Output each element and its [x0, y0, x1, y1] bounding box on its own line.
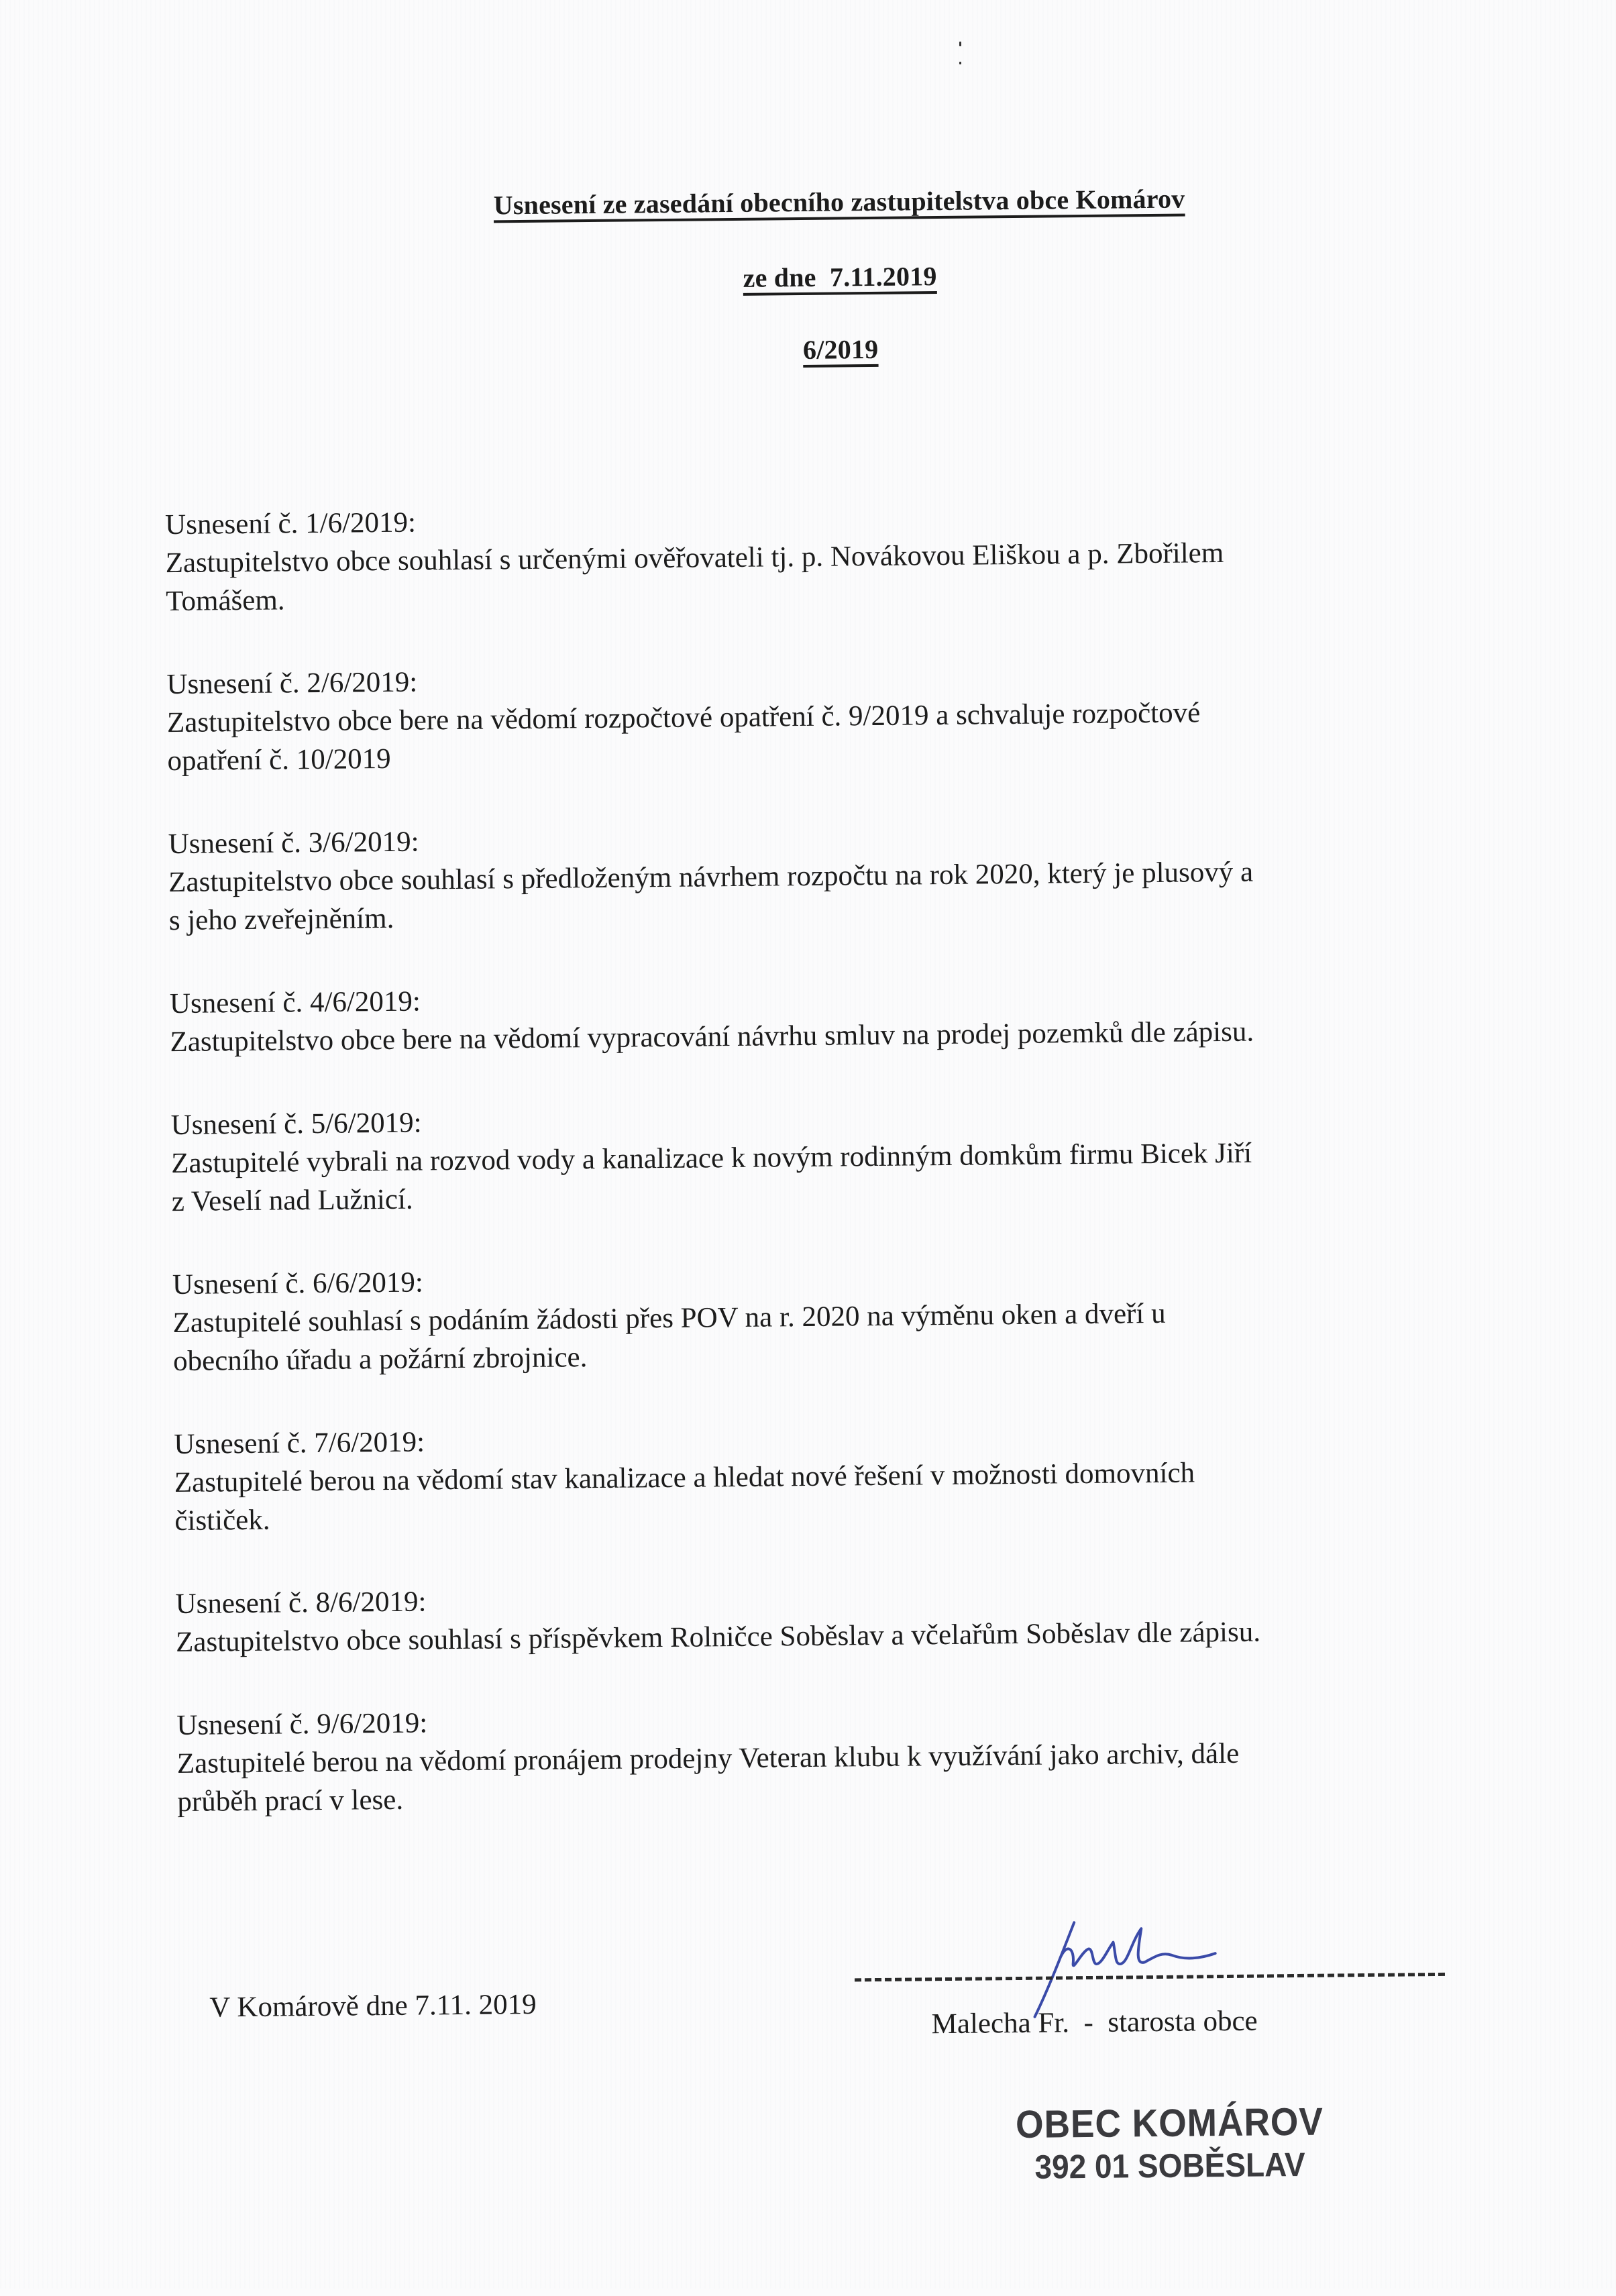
resolution-text: Zastupitelstvo obce bere na vědomí vypracování návrhu smluv na prodej pozemků dle zápisu.: [170, 1016, 1254, 1058]
resolution-text: Zastupitelstvo obce souhlasí s příspěvkem Rolničce Soběslav a včelařům Soběslav dle zápisu.: [175, 1616, 1261, 1659]
resolution-label: Usnesení č. 9/6/2019:: [176, 1707, 428, 1742]
resolution-label: Usnesení č. 5/6/2019:: [170, 1107, 422, 1142]
resolution-text: Zastupitelstvo obce souhlasí s určenými ověřovateli tj. p. Novákovou Eliškou a p. Zbořilem Tomášem.: [165, 537, 1224, 618]
signer-name: Malecha Fr. - starosta obce: [931, 2005, 1258, 2040]
official-stamp: [1016, 2100, 1324, 2187]
resolution-label: Usnesení č. 6/6/2019:: [172, 1266, 424, 1301]
resolution-text: Zastupitelstvo obce souhlasí s předloženým návrhem rozpočtu na rok 2020, který je plusový a s jeho zveřejněním.: [168, 856, 1254, 937]
document-title: [31, 178, 1616, 225]
document-date-line: [32, 254, 1616, 300]
resolution-label: Usnesení č. 1/6/2019:: [164, 506, 417, 541]
resolution-text: Zastupitelé berou na vědomí stav kanalizace a hledat nové řešení v možnosti domovních čističek.: [174, 1457, 1195, 1537]
resolution-label: Usnesení č. 4/6/2019:: [169, 985, 421, 1020]
resolution-item: [165, 494, 1441, 620]
resolution-item: [175, 1573, 1450, 1661]
resolution-text: Zastupitelé berou na vědomí pronájem prodejny Veteran klubu k využívání jako archiv, dále průběh prací v lese.: [176, 1737, 1240, 1818]
resolution-label: Usnesení č. 2/6/2019:: [166, 666, 418, 701]
resolution-text: Zastupitelé vybrali na rozvod vody a kanalizace k novým rodinným domkům firmu Bicek Jiří z Veselí nad Lužnicí.: [171, 1137, 1252, 1218]
resolution-text: Zastupitelstvo obce bere na vědomí rozpočtové opatření č. 9/2019 a schvaluje rozpočtové opatření č. 10/2019: [166, 697, 1201, 777]
resolution-label: Usnesení č. 3/6/2019:: [168, 826, 419, 861]
resolution-item: [168, 813, 1444, 940]
resolution-item: [170, 973, 1445, 1061]
stamp-municipality: OBEC KOMÁROV: [1015, 2099, 1324, 2147]
resolutions-list: [165, 494, 1452, 1866]
resolution-item: [176, 1694, 1452, 1821]
resolution-label: Usnesení č. 8/6/2019:: [175, 1586, 427, 1621]
document-title-text: Usnesení ze zasedání obecního zastupitelstva obce Komárov: [493, 183, 1185, 221]
signature-stroke: [1034, 1921, 1216, 2017]
resolution-item: [166, 653, 1442, 780]
document-date-text: ze dne 7.11.2019: [743, 261, 937, 293]
resolution-item: [174, 1413, 1450, 1540]
document-number: [33, 326, 1616, 373]
resolution-item: [170, 1094, 1446, 1221]
resolution-text: Zastupitelé souhlasí s podáním žádosti přes POV na r. 2020 na výměnu oken a dveří u obecního úřadu a požární zbrojnice.: [172, 1297, 1166, 1378]
resolution-item: [172, 1254, 1448, 1380]
stamp-address: 392 01 SOBĚSLAV: [1034, 2145, 1305, 2186]
resolution-label: Usnesení č. 7/6/2019:: [174, 1426, 425, 1461]
place-and-date: V Komárově dne 7.11. 2019: [209, 1988, 537, 2024]
document-number-text: 6/2019: [802, 333, 879, 365]
